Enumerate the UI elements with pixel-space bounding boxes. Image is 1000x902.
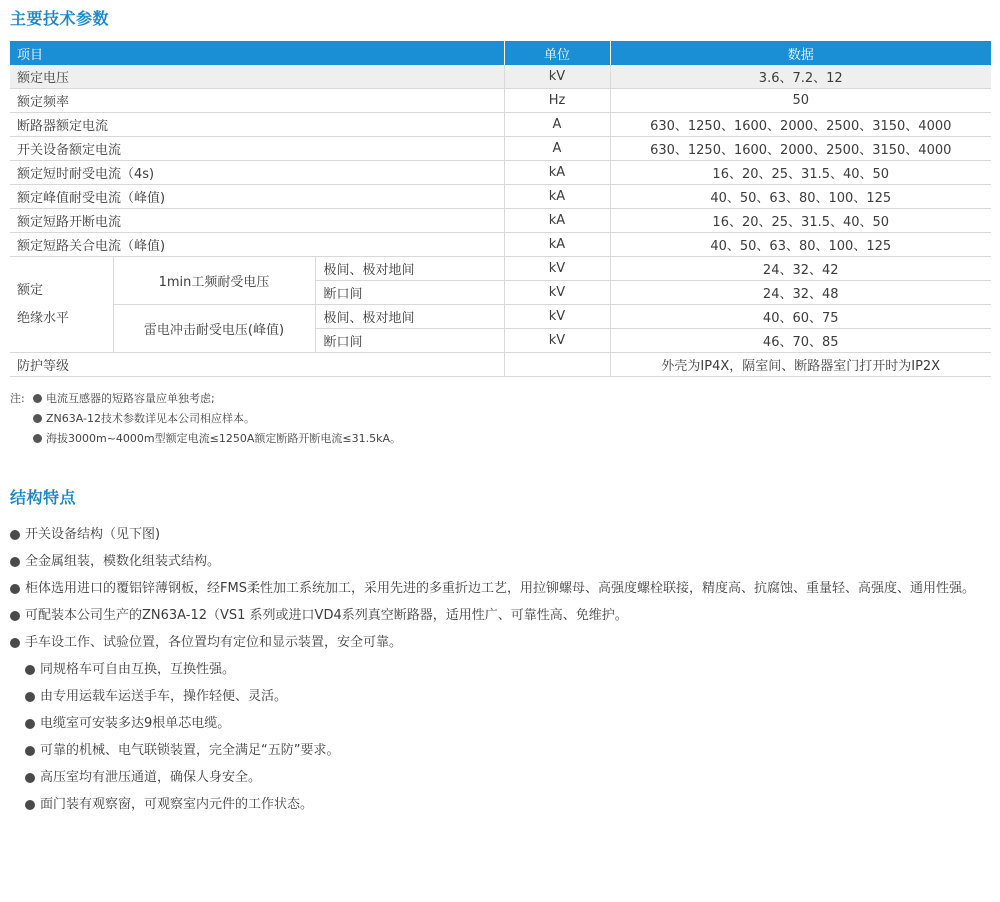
- note-text: 海拔3000m~4000m型额定电流≤1250A额定断路开断电流≤31.5kA。: [46, 432, 401, 445]
- insulation-row: [10, 305, 991, 329]
- bullet-icon: [25, 719, 35, 729]
- feature-text: 可配装本公司生产的ZN63A-12（VS1 系列或进口VD4系列真空断路器，适用性广、可靠性高、免维护。: [25, 608, 628, 623]
- row-value: 630、1250、1600、2000、2500、3150、4000: [610, 137, 991, 161]
- note-prefix: 注:: [10, 392, 25, 405]
- row-unit: Hz: [504, 89, 610, 113]
- bullet-icon: [10, 557, 20, 567]
- feature-item: [10, 521, 985, 548]
- row-value: 24、32、48: [610, 281, 991, 305]
- row-unit: kA: [504, 233, 610, 257]
- bullet-icon: [25, 665, 35, 675]
- row-value: 40、50、63、80、100、125: [610, 185, 991, 209]
- feature-item: [10, 602, 985, 629]
- row-unit: A: [504, 137, 610, 161]
- row-unit: kV: [504, 281, 610, 305]
- row-value: 50: [610, 89, 991, 113]
- feature-item: [10, 791, 985, 818]
- feature-text: 全金属组装，模数化组装式结构。: [25, 554, 221, 569]
- feature-text: 电缆室可安装多达9根单芯电缆。: [40, 716, 231, 731]
- protection-value: 外壳为IP4X，隔室间、断路器室门打开时为IP2X: [610, 353, 991, 377]
- row-item: 开关设备额定电流: [10, 137, 504, 161]
- table-row: [10, 89, 991, 113]
- row-unit: kV: [504, 329, 610, 353]
- row-item: 额定峰值耐受电流（峰值): [10, 185, 504, 209]
- row-item: 额定短路关合电流（峰值): [10, 233, 504, 257]
- bullet-icon: [10, 611, 20, 621]
- row-unit: kA: [504, 161, 610, 185]
- header-unit: 单位: [504, 41, 610, 65]
- insulation-group-name: 雷电冲击耐受电压(峰值): [113, 305, 315, 353]
- feature-text: 柜体选用进口的覆铝锌薄钢板，经FMS柔性加工系统加工，采用先进的多重折边工艺，用拉铆螺母、高强度螺栓联接，精度高、抗腐蚀、重量轻、高强度、通用性强。: [25, 581, 975, 596]
- insulation-row: [10, 257, 991, 281]
- row-unit: kA: [504, 209, 610, 233]
- table-row: [10, 161, 991, 185]
- table-row: [10, 353, 991, 377]
- feature-item: [10, 764, 985, 791]
- feature-text: 可靠的机械、电气联锁装置，完全满足“五防”要求。: [40, 743, 340, 758]
- row-value: 16、20、25、31.5、40、50: [610, 209, 991, 233]
- note-item: [10, 429, 401, 449]
- row-item: 断路器额定电流: [10, 113, 504, 137]
- bullet-icon: [10, 638, 20, 648]
- insulation-sub-item: 极间、极对地间: [315, 257, 504, 281]
- table-row: [10, 233, 991, 257]
- bullet-icon: [25, 692, 35, 702]
- row-value: 40、50、63、80、100、125: [610, 233, 991, 257]
- insulation-group-name: 1min工频耐受电压: [113, 257, 315, 305]
- header-data: 数据: [610, 41, 991, 65]
- row-value: 24、32、42: [610, 257, 991, 281]
- row-item: 额定短时耐受电流（4s): [10, 161, 504, 185]
- bullet-icon: [33, 414, 42, 423]
- features-list: [10, 521, 985, 818]
- row-unit: A: [504, 113, 610, 137]
- table-row: [10, 113, 991, 137]
- feature-text: 手车设工作、试验位置，各位置均有定位和显示装置，安全可靠。: [25, 635, 403, 650]
- row-item: 额定短路开断电流: [10, 209, 504, 233]
- table-row: [10, 65, 991, 89]
- header-item: 项目: [10, 41, 504, 65]
- bullet-icon: [10, 530, 20, 540]
- table-header-row: [10, 41, 991, 65]
- insulation-label-line2: 绝缘水平: [17, 310, 70, 326]
- row-value: 16、20、25、31.5、40、50: [610, 161, 991, 185]
- insulation-sub-item: 极间、极对地间: [315, 305, 504, 329]
- feature-text: 由专用运载车运送手车，操作轻便、灵活。: [40, 689, 288, 704]
- feature-item: [10, 548, 985, 575]
- feature-item: [10, 656, 985, 683]
- feature-item: [10, 710, 985, 737]
- row-value: 630、1250、1600、2000、2500、3150、4000: [610, 113, 991, 137]
- row-unit: kV: [504, 257, 610, 281]
- table-row: [10, 209, 991, 233]
- row-value: 46、70、85: [610, 329, 991, 353]
- protection-item: 防护等级: [10, 353, 504, 377]
- insulation-label: [10, 257, 113, 353]
- table-row: [10, 185, 991, 209]
- row-unit: kA: [504, 185, 610, 209]
- feature-item: [10, 629, 985, 656]
- bullet-icon: [25, 773, 35, 783]
- insulation-label-line1: 额定: [17, 282, 44, 298]
- row-value: 3.6、7.2、12: [610, 65, 991, 89]
- feature-item: [10, 683, 985, 710]
- specs-section-title: 主要技术参数: [10, 9, 110, 28]
- features-section-title: 结构特点: [10, 488, 77, 507]
- note-item: [10, 409, 401, 429]
- feature-text: 同规格车可自由互换，互换性强。: [40, 662, 236, 677]
- table-row: [10, 137, 991, 161]
- feature-item: [10, 575, 985, 602]
- row-unit: kV: [504, 65, 610, 89]
- bullet-icon: [10, 584, 20, 594]
- insulation-sub-item: 断口间: [315, 281, 504, 305]
- notes: [10, 389, 401, 449]
- feature-text: 开关设备结构（见下图): [25, 527, 161, 542]
- note-item: [10, 389, 401, 409]
- bullet-icon: [25, 746, 35, 756]
- row-value: 40、60、75: [610, 305, 991, 329]
- protection-unit: [504, 353, 610, 377]
- feature-text: 高压室均有泄压通道，确保人身安全。: [40, 770, 262, 785]
- bullet-icon: [33, 434, 42, 443]
- row-item: 额定频率: [10, 89, 504, 113]
- row-unit: kV: [504, 305, 610, 329]
- specs-table: [10, 41, 991, 377]
- note-text: ZN63A-12技术参数详见本公司相应样本。: [46, 412, 256, 425]
- bullet-icon: [25, 800, 35, 810]
- feature-item: [10, 737, 985, 764]
- feature-text: 面门装有观察窗，可观察室内元件的工作状态。: [40, 797, 314, 812]
- note-text: 电流互感器的短路容量应单独考虑;: [46, 392, 215, 405]
- row-item: 额定电压: [10, 65, 504, 89]
- bullet-icon: [33, 394, 42, 403]
- insulation-sub-item: 断口间: [315, 329, 504, 353]
